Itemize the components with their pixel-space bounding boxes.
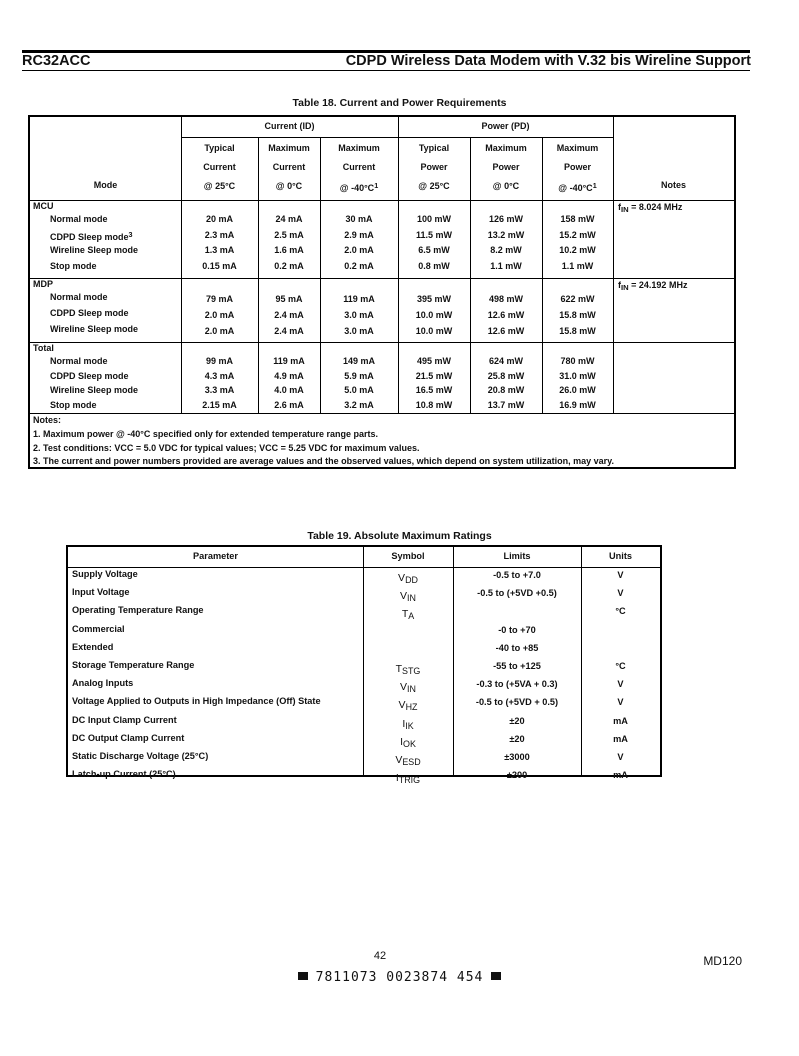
column-header: Limits xyxy=(503,551,531,561)
row-value: 10.8 mW xyxy=(415,399,453,410)
row-value: 12.6 mW xyxy=(487,326,525,336)
header-underline xyxy=(22,70,750,71)
row-value: 5.0 mA xyxy=(344,385,374,395)
section-note: $f_{IN} = 24.192$ MHz xyxy=(618,280,688,292)
limits-cell: ±200 xyxy=(506,770,528,781)
row-value: 119 mA xyxy=(343,294,375,304)
row-value: 0.2 mA xyxy=(344,260,374,271)
param-cell: Static Discharge Voltage (25°C) xyxy=(72,751,209,761)
units-cell: mA xyxy=(613,733,628,744)
units-cell: V xyxy=(617,752,624,762)
row-value: 13.7 mW xyxy=(487,399,525,410)
column-header: Current xyxy=(272,162,306,172)
notes-header: Notes xyxy=(660,180,686,190)
row-mode: CDPD Sleep mode xyxy=(50,308,129,318)
row-value: 3.0 mA xyxy=(344,310,374,320)
row-value: 622 mW xyxy=(560,294,595,304)
limits-cell: ±20 xyxy=(509,715,525,726)
row-value: 2.0 mA xyxy=(204,310,235,320)
row-mode: Normal mode xyxy=(50,214,108,224)
row-value: 1.1 mW xyxy=(490,260,522,271)
section-line xyxy=(30,278,734,279)
row-value: 21.5 mW xyxy=(415,370,453,381)
row-mode: CDPD Sleep mode$^3$ xyxy=(50,229,133,242)
row-value: 3.3 mA xyxy=(204,385,235,395)
limits-cell: -0.5 to +7.0 xyxy=(493,570,541,580)
row-value: 1.6 mA xyxy=(274,245,304,255)
column-header: Power xyxy=(420,162,448,172)
notes-line xyxy=(30,413,734,414)
units-cell: V xyxy=(617,588,624,599)
mode-header: Mode xyxy=(93,180,118,190)
row-value: 20.8 mW xyxy=(487,385,525,395)
row-value: 31.0 mW xyxy=(559,370,596,381)
row-value: 15.8 mW xyxy=(559,310,596,320)
table-19-caption: Table 19. Absolute Maximum Ratings xyxy=(307,530,492,542)
param-cell: Operating Temperature Range xyxy=(72,605,204,616)
row-value: 2.6 mA xyxy=(274,399,304,410)
column-header: Power xyxy=(492,162,520,172)
row-value: 15.2 mW xyxy=(559,229,596,240)
symbol-cell: $V_{DD}$ xyxy=(398,572,418,586)
row-value: 2.3 mA xyxy=(204,229,235,240)
units-cell: V xyxy=(617,679,624,690)
column-header: Symbol xyxy=(391,551,425,561)
limits-cell: -0 to +70 xyxy=(498,624,536,635)
column-header: Typical xyxy=(418,143,450,153)
row-mode: Wireline Sleep mode xyxy=(50,324,138,334)
row-value: 119 mA xyxy=(273,356,305,366)
row-value: 8.2 mW xyxy=(490,245,522,255)
row-value: 10.0 mW xyxy=(415,310,453,320)
section-line xyxy=(30,342,734,343)
row-value: 1.1 mW xyxy=(561,260,594,271)
row-mode: Normal mode xyxy=(50,292,108,302)
symbol-cell: $T_A$ xyxy=(401,608,415,622)
units-cell: mA xyxy=(613,715,628,726)
row-value: 149 mA xyxy=(342,356,376,366)
row-mode: Wireline Sleep mode xyxy=(50,385,138,395)
row-value: 100 mW xyxy=(416,214,451,224)
group-header-current: Current (ID) xyxy=(264,121,315,131)
row-value: 624 mW xyxy=(488,356,523,366)
symbol-cell: $I_{OK}$ xyxy=(400,735,416,750)
row-value: 2.9 mA xyxy=(344,229,374,240)
absolute-max-ratings-table xyxy=(66,545,662,786)
row-value: 2.15 mA xyxy=(202,399,237,410)
limits-cell: -0.5 to (+5VD + 0.5) xyxy=(475,697,559,708)
column-header: @ 25°C xyxy=(203,181,236,191)
row-value: 158 mW xyxy=(560,214,595,224)
column-header: Units xyxy=(609,551,632,561)
row-value: 16.5 mW xyxy=(415,385,453,395)
note-line: 1. Maximum power @ -40°C specified only for extended temperature range parts. xyxy=(33,429,378,439)
row-value: 15.8 mW xyxy=(559,326,596,336)
limits-cell: -0.3 to (+5VA + 0.3) xyxy=(476,679,558,690)
row-value: 126 mW xyxy=(488,214,523,224)
symbol-cell: $I_{IK}$ xyxy=(402,717,414,731)
row-value: 2.0 mA xyxy=(204,326,235,336)
column-header: @ 0°C xyxy=(492,181,520,191)
row-value: 2.5 mA xyxy=(274,229,304,240)
row-mode: Wireline Sleep mode xyxy=(50,245,138,255)
row-value: 95 mA xyxy=(275,294,303,304)
row-value: 0.2 mA xyxy=(274,260,304,271)
section-label: Total xyxy=(33,343,54,353)
column-header: Parameter xyxy=(193,551,238,561)
row-value: 5.9 mA xyxy=(344,370,374,381)
row-value: 4.3 mA xyxy=(204,370,235,381)
row-value: 3.2 mA xyxy=(344,399,374,410)
document-id: MD120 xyxy=(703,954,742,968)
row-value: 79 mA xyxy=(205,294,233,304)
head-bottom-line xyxy=(30,200,734,201)
product-code: RC32ACC xyxy=(22,53,91,69)
param-cell: Input Voltage xyxy=(72,587,130,598)
units-cell: V xyxy=(617,570,624,580)
row-mode: Stop mode xyxy=(50,260,97,271)
row-value: 4.9 mA xyxy=(274,370,304,381)
units-cell: °C xyxy=(615,606,626,617)
param-cell: DC Input Clamp Current xyxy=(72,714,177,725)
note-line: 3. The current and power numbers provided are average values and the observed values, which depend on system utilization, may vary. xyxy=(33,456,615,466)
row-value: 4.0 mA xyxy=(274,385,304,395)
row-value: 0.15 mA xyxy=(202,260,237,271)
row-value: 2.4 mA xyxy=(274,310,304,320)
units-cell: °C xyxy=(615,661,626,671)
row-value: 6.5 mW xyxy=(418,245,450,255)
row-value: 24 mA xyxy=(275,214,303,224)
limits-cell: ±3000 xyxy=(504,752,530,762)
row-value: 16.9 mW xyxy=(559,399,596,410)
symbol-cell: $V_{IN}$ xyxy=(400,681,416,695)
column-header: @ $-40^\circ C^1$ xyxy=(558,181,597,193)
param-cell: Extended xyxy=(72,641,114,652)
row-value: 2.0 mA xyxy=(344,245,374,255)
row-value: 1.3 mA xyxy=(204,245,235,255)
row-value: 395 mW xyxy=(416,294,451,304)
grid-vline-major xyxy=(613,117,614,413)
section-note: $f_{IN} = 8.024$ MHz xyxy=(618,202,683,214)
barcode-block-left xyxy=(298,972,308,980)
row-mode: Stop mode xyxy=(50,399,97,410)
row-value: 30 mA xyxy=(345,214,373,224)
param-cell: Storage Temperature Range xyxy=(72,660,195,670)
limits-cell: -55 to +125 xyxy=(493,661,541,671)
group-header-power: Power (PD) xyxy=(481,121,530,131)
column-header: Current xyxy=(203,162,236,172)
row-value: 11.5 mW xyxy=(415,229,453,240)
notes-title: Notes: xyxy=(33,415,62,425)
symbol-cell: $V_{IN}$ xyxy=(400,590,416,604)
column-header: @ 25°C xyxy=(418,181,450,191)
symbol-cell: $T_{STG}$ xyxy=(395,663,421,677)
barcode-text: 7811073 0023874 454 xyxy=(315,970,484,985)
param-cell: Analog Inputs xyxy=(72,678,134,689)
column-header: Maximum xyxy=(556,143,599,153)
param-cell: Latch-up Current (25°C) xyxy=(72,769,176,780)
param-cell: DC Output Clamp Current xyxy=(72,732,185,743)
row-value: 20 mA xyxy=(205,214,233,224)
param-cell: Supply Voltage xyxy=(72,569,138,579)
row-mode: CDPD Sleep mode xyxy=(50,370,129,381)
row-mode: Normal mode xyxy=(50,356,108,366)
group-head-line xyxy=(181,137,613,138)
head-bottom-line xyxy=(68,567,660,568)
row-value: 26.0 mW xyxy=(559,385,596,395)
row-value: 10.0 mW xyxy=(415,326,453,336)
barcode-block-right xyxy=(491,972,501,980)
param-cell: Voltage Applied to Outputs in High Impedance (Off) State xyxy=(72,696,321,707)
limits-cell: -40 to +85 xyxy=(495,642,539,653)
column-header: Maximum xyxy=(338,143,380,153)
note-line: 2. Test conditions: VCC = 5.0 VDC for typical values; VCC = 5.25 VDC for maximum values. xyxy=(33,442,420,453)
units-cell: mA xyxy=(613,770,628,781)
symbol-cell: $I_{TRIG}$ xyxy=(395,772,421,786)
param-cell: Commercial xyxy=(72,623,125,634)
units-cell: V xyxy=(617,697,624,708)
table-18-caption: Table 18. Current and Power Requirements xyxy=(292,97,507,109)
section-label: MDP xyxy=(33,279,53,289)
column-header: Power xyxy=(563,162,591,172)
column-header: @ $-40^\circ C^1$ xyxy=(339,181,379,193)
column-header: @ 0°C xyxy=(275,181,303,191)
document-title: CDPD Wireless Data Modem with V.32 bis Wireline Support xyxy=(345,53,751,69)
current-power-table xyxy=(28,115,736,469)
row-value: 13.2 mW xyxy=(487,229,525,240)
column-header: Maximum xyxy=(268,143,310,153)
row-value: 0.8 mW xyxy=(418,260,450,271)
row-value: 10.2 mW xyxy=(559,245,596,255)
section-label: MCU xyxy=(33,201,54,211)
limits-cell: ±20 xyxy=(509,733,525,744)
row-value: 780 mW xyxy=(560,356,595,366)
symbol-cell: $V_{ESD}$ xyxy=(395,754,421,768)
barcode-line xyxy=(0,970,799,985)
row-value: 495 mW xyxy=(416,356,451,366)
symbol-cell: $V_{HZ}$ xyxy=(398,699,418,713)
page-number: 42 xyxy=(373,950,387,962)
column-header: Typical xyxy=(204,143,235,153)
row-value: 2.4 mA xyxy=(274,326,304,336)
row-value: 99 mA xyxy=(205,356,233,366)
column-header: Current xyxy=(342,162,376,172)
row-value: 3.0 mA xyxy=(344,326,374,336)
row-value: 25.8 mW xyxy=(487,370,525,381)
column-header: Maximum xyxy=(485,143,527,153)
limits-cell: -0.5 to (+5VD +0.5) xyxy=(477,588,557,599)
row-value: 498 mW xyxy=(488,294,523,304)
row-value: 12.6 mW xyxy=(487,310,525,320)
